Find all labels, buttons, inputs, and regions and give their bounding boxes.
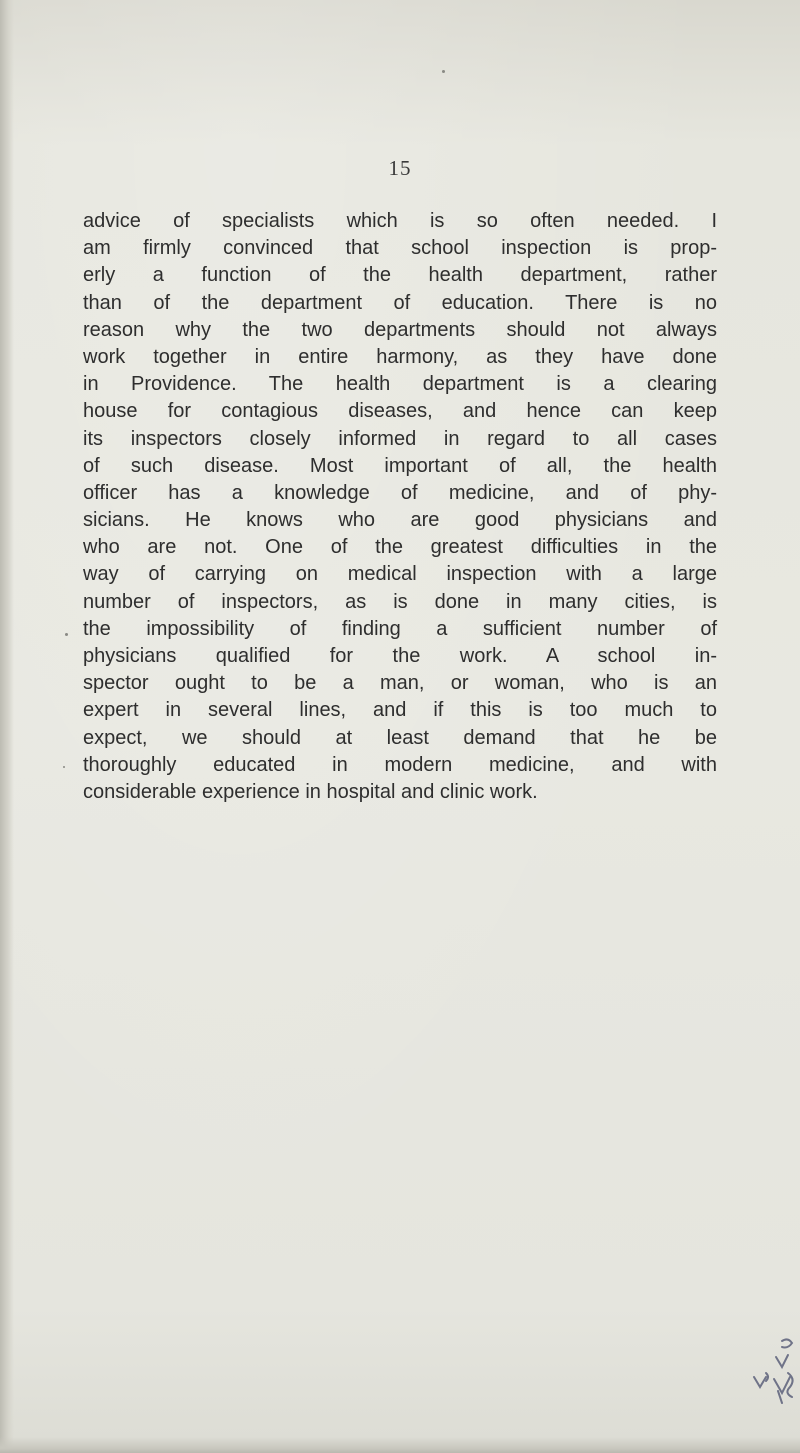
text-line: who are not. One of the greatest difficulties in the bbox=[83, 536, 717, 559]
library-stamp-icon bbox=[738, 1333, 798, 1433]
body-paragraph bbox=[83, 208, 717, 806]
text-line: officer has a knowledge of medicine, and of phy- bbox=[83, 481, 717, 504]
text-line: thoroughly educated in modern medicine, and with bbox=[83, 753, 717, 776]
text-line: expect, we should at least demand that he be bbox=[83, 726, 717, 749]
paper-speck bbox=[65, 633, 68, 636]
text-line: in Providence. The health department is a clearing bbox=[83, 373, 717, 396]
text-line: than of the department of education. There is no bbox=[83, 291, 717, 314]
text-line: am firmly convinced that school inspection is prop- bbox=[83, 237, 717, 260]
text-line: number of inspectors, as is done in many cities, is bbox=[83, 590, 717, 613]
text-line: spector ought to be a man, or woman, who is an bbox=[83, 672, 717, 695]
text-line: erly a function of the health department, rather bbox=[83, 264, 717, 287]
page-binding-edge bbox=[0, 0, 14, 1453]
text-line: advice of specialists which is so often needed. I bbox=[83, 210, 717, 232]
text-line: of such disease. Most important of all, the health bbox=[83, 454, 717, 477]
paper-speck bbox=[442, 70, 445, 73]
text-line: the impossibility of finding a sufficient number of bbox=[83, 617, 717, 640]
text-line: considerable experience in hospital and clinic work. bbox=[83, 780, 538, 803]
page-bottom-edge bbox=[0, 1437, 800, 1453]
text-line: physicians qualified for the work. A school in- bbox=[83, 645, 717, 667]
text-line: sicians. He knows who are good physicians and bbox=[83, 509, 717, 532]
text-line: work together in entire harmony, as they have done bbox=[83, 345, 717, 368]
page-number: 15 bbox=[388, 156, 412, 180]
text-line: house for contagious diseases, and hence can keep bbox=[83, 400, 717, 423]
text-line: expert in several lines, and if this is too much to bbox=[83, 699, 717, 722]
text-line: reason why the two departments should not always bbox=[83, 318, 717, 341]
paper-speck bbox=[63, 766, 65, 768]
text-line: its inspectors closely informed in regard to all cases bbox=[83, 427, 717, 450]
text-line: way of carrying on medical inspection with a large bbox=[83, 563, 717, 586]
